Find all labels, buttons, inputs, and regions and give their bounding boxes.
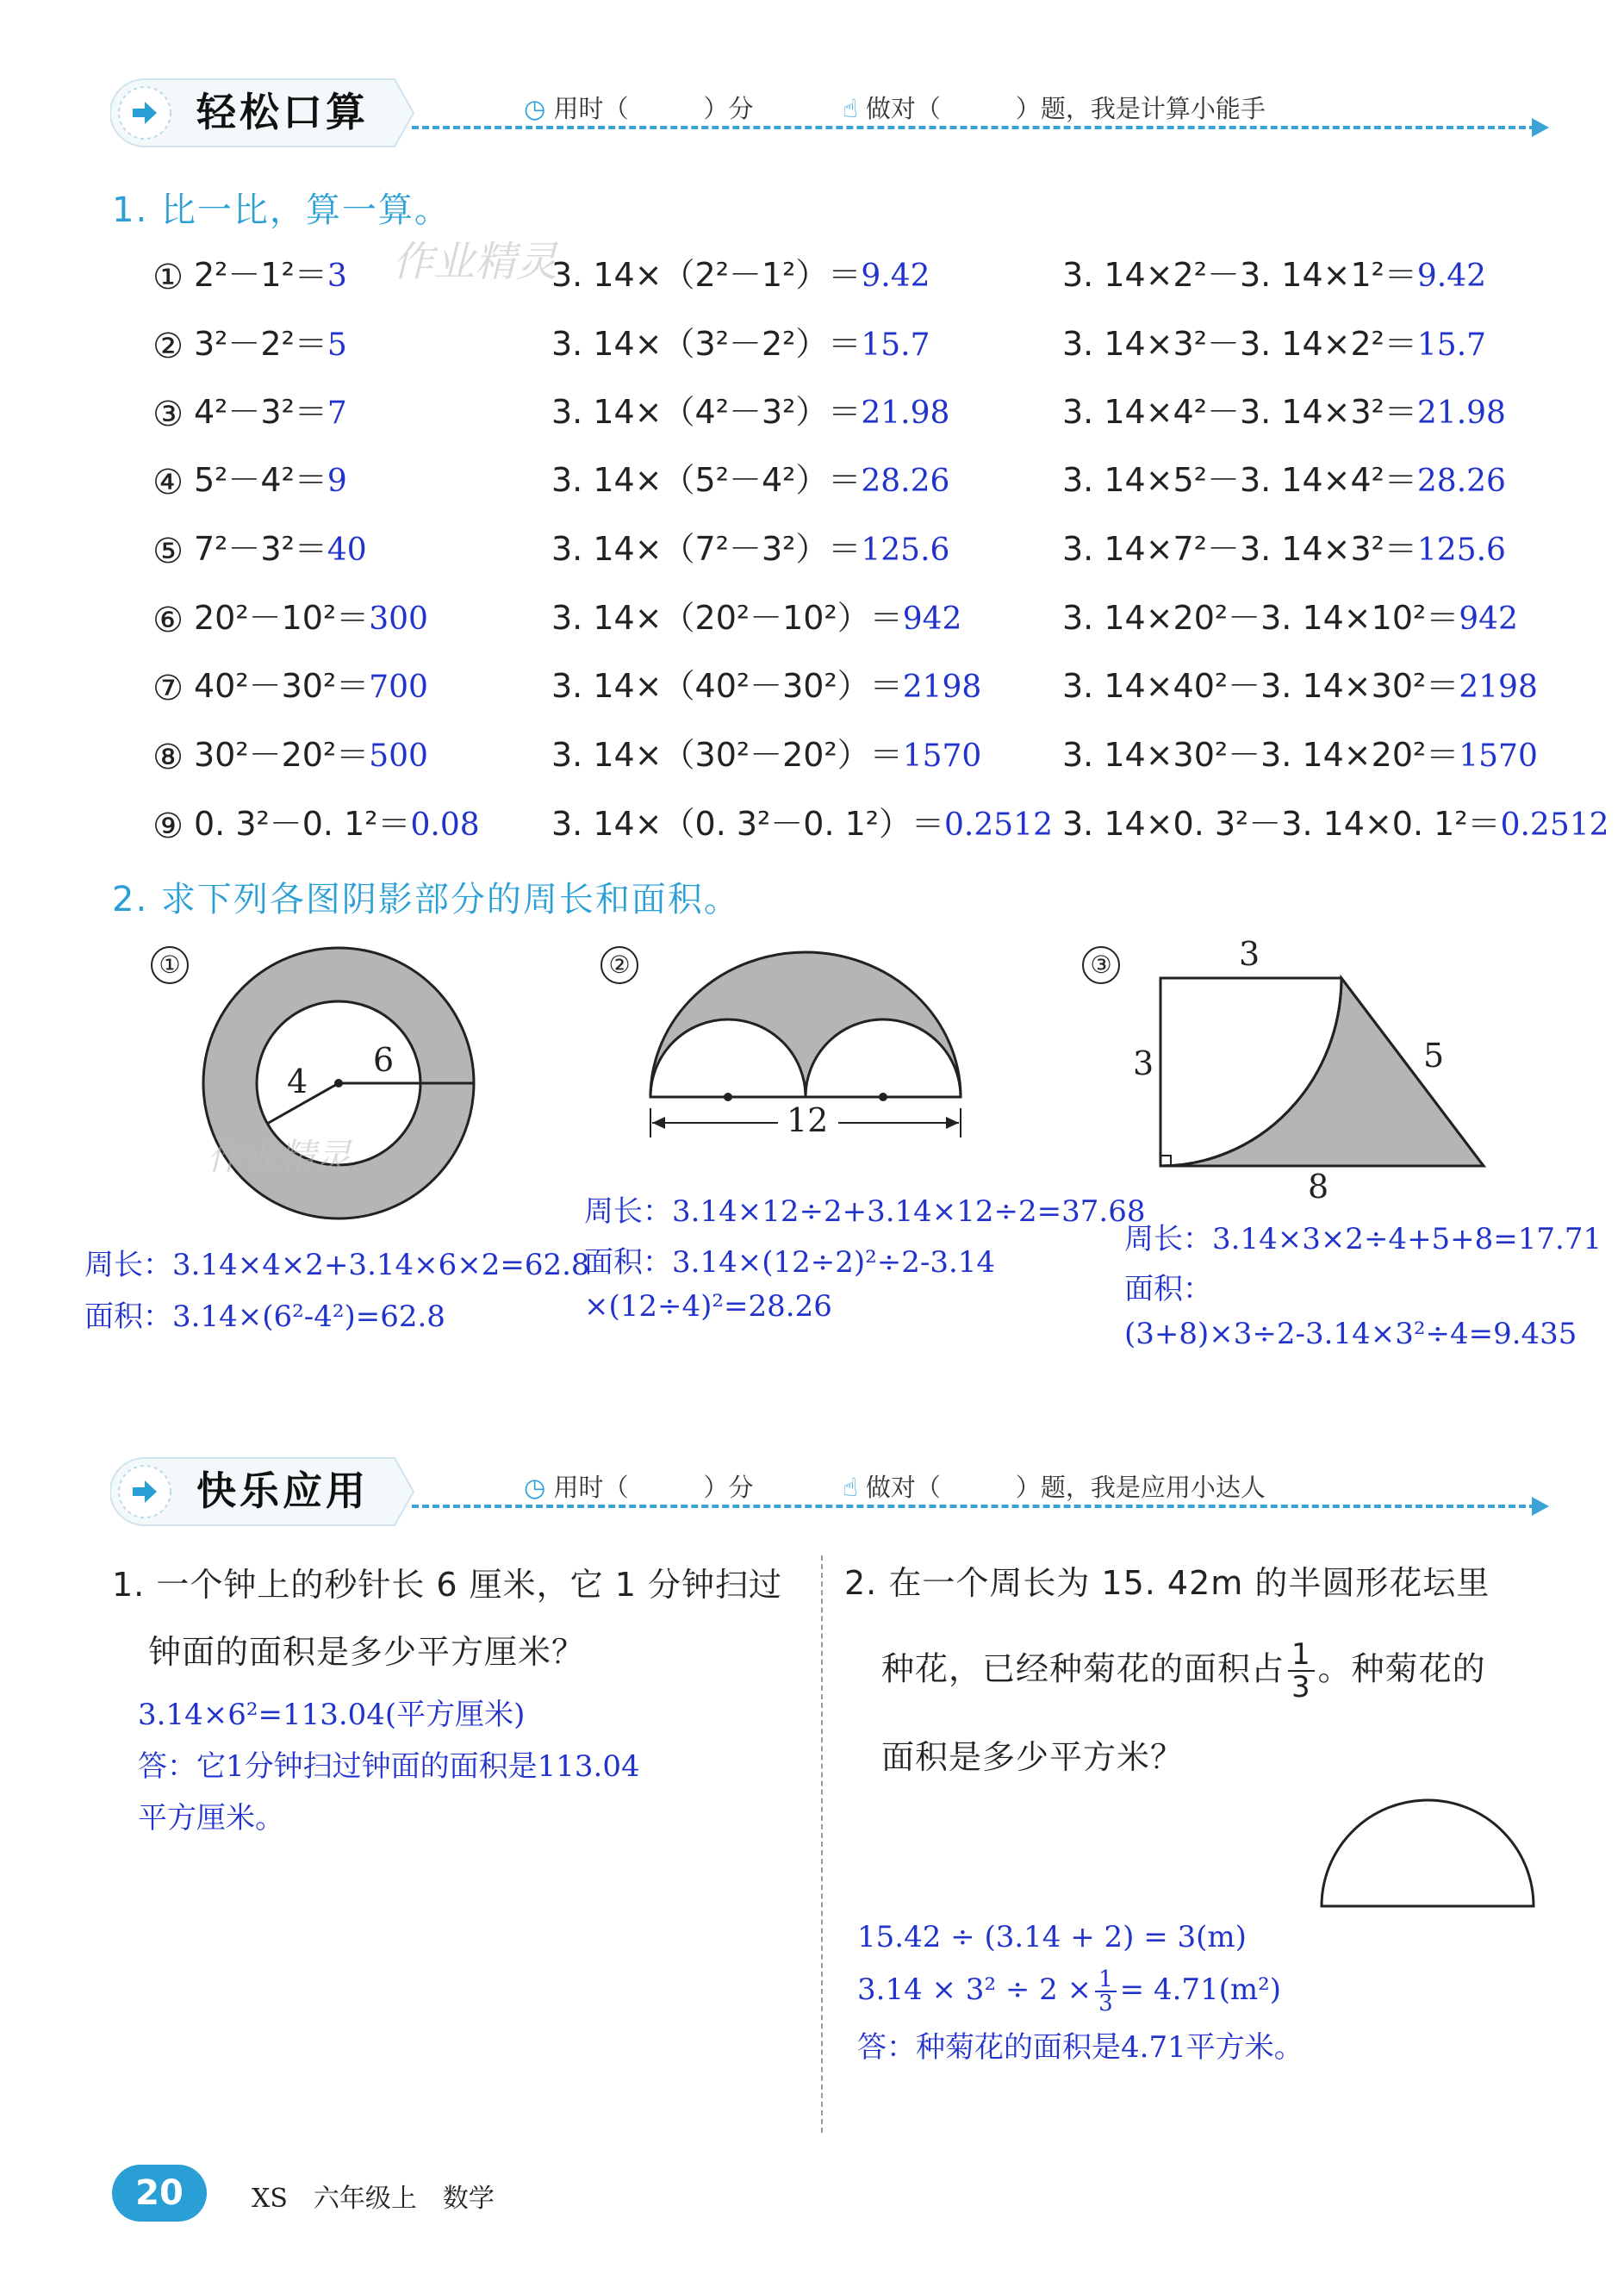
q1-row-col-b [551, 728, 981, 776]
expression: 7²－3²＝ [194, 530, 327, 568]
section-title: 轻松口算 [196, 89, 369, 135]
fig1-number: ① [151, 946, 189, 984]
divider-arrow-icon-2 [1532, 1497, 1549, 1516]
expression: 3. 14×4²－3. 14×3²＝ [1062, 393, 1417, 431]
q1-row-col-a [151, 591, 428, 639]
expression: 3. 14×40²－3. 14×30²＝ [1062, 667, 1459, 705]
answer: 700 [369, 670, 428, 705]
app2-line3: 面积是多少平方米？ [881, 1738, 1185, 1776]
answer: 942 [1459, 601, 1518, 637]
answer: 125.6 [1416, 533, 1506, 568]
fig3-area-line1: 面积： [1124, 1272, 1212, 1306]
answer: 0.08 [410, 807, 480, 843]
fig3-left: 3 [1133, 1044, 1154, 1082]
expression: 3. 14×（2²－1²）＝ [551, 256, 862, 294]
row-number: ⑨ [152, 806, 184, 846]
q1-row-col-a [151, 248, 347, 296]
app1-work2: 答：它1分钟扫过钟面的面积是113.04 [138, 1749, 640, 1784]
divider-arrow-icon [1532, 118, 1549, 137]
answer: 125.6 [861, 533, 950, 568]
answer: 9 [327, 464, 347, 499]
fig3-top: 3 [1239, 935, 1260, 973]
expression: 3²－2²＝ [194, 325, 327, 363]
answer: 15.7 [1416, 327, 1487, 363]
fig1-outer-radius: 6 [373, 1041, 395, 1079]
fig2-number: ② [600, 946, 638, 984]
expression: 3. 14×3²－3. 14×2²＝ [1062, 325, 1417, 363]
work-frac-numerator: 1 [1095, 1968, 1117, 1992]
row-number: ② [152, 326, 184, 366]
row-number: ⑤ [152, 531, 184, 571]
fig1-inner-radius: 4 [287, 1063, 308, 1100]
expression: 3. 14×30²－3. 14×20²＝ [1062, 736, 1459, 774]
watermark: 作业精灵 [392, 238, 558, 286]
q1-row-col-a [151, 797, 480, 844]
answer: 21.98 [1416, 396, 1506, 431]
fraction-one-third [1288, 1639, 1315, 1703]
expression: 3. 14×0. 3²－3. 14×0. 1²＝ [1062, 805, 1501, 843]
app1-work3: 平方厘米。 [138, 1801, 284, 1835]
fig1-area: 面积：3.14×(6²-4²)=62.8 [84, 1299, 445, 1334]
q1-row-col-c [1062, 659, 1538, 707]
expression: 3. 14×（4²－3²）＝ [551, 393, 862, 431]
fig2-area-line1: 面积：3.14×(12÷2)²÷2-3.14 [584, 1245, 996, 1280]
expression: 40²－30²＝ [194, 667, 370, 705]
app2-work2-left: 3.14 × 3² ÷ 2 × [857, 1973, 1092, 2007]
clock-icon: ◷ [524, 94, 546, 123]
time-label-2: 用时（ ）分 [553, 1473, 754, 1502]
q1-row-col-b [551, 317, 930, 365]
frac-denominator: 3 [1291, 1670, 1311, 1705]
time-field [524, 90, 754, 125]
q1-row-col-c [1062, 522, 1506, 570]
q1-row-col-b [551, 591, 961, 639]
fig3-bottom: 8 [1308, 1168, 1329, 1206]
section-header-oral [110, 76, 1540, 153]
app2-work2-right: = 4.71(m²) [1119, 1973, 1282, 2007]
expression: 30²－20²＝ [194, 736, 370, 774]
q2-title: 2. 求下列各图阴影部分的周长和面积。 [112, 880, 740, 919]
work-frac-denominator: 3 [1098, 1991, 1113, 2016]
fig3-area-line2: (3+8)×3÷2-3.14×3²÷4=9.435 [1124, 1317, 1577, 1351]
section-divider [412, 126, 1536, 129]
q1-row-col-a [151, 522, 367, 570]
row-number: ④ [152, 462, 184, 502]
expression: 3. 14×（7²－3²）＝ [551, 530, 862, 568]
app1-line2: 钟面的面积是多少平方厘米？ [148, 1633, 586, 1671]
thumbs-up-icon: ☝ [843, 94, 858, 123]
q1-row-col-c [1062, 453, 1506, 501]
q1-row-col-c [1062, 728, 1538, 776]
expression: 3. 14×（20²－10²）＝ [551, 599, 903, 637]
q1-row-col-b [551, 659, 981, 707]
expression: 3. 14×（0. 3²－0. 1²）＝ [551, 805, 945, 843]
q1-title: 1. 比一比，算一算。 [112, 190, 451, 230]
footer-label: XS 六年级上 数学 [252, 2184, 495, 2214]
q1-row-col-b [551, 522, 949, 570]
q1-row-col-a [151, 385, 347, 433]
app2-work1: 15.42 ÷ (3.14 + 2) = 3(m) [857, 1920, 1247, 1954]
time-field-2 [524, 1468, 754, 1504]
answer: 21.98 [861, 396, 950, 431]
answer: 1570 [1459, 739, 1538, 774]
fig2-perimeter: 周长：3.14×12÷2+3.14×12÷2=37.68 [584, 1194, 1146, 1229]
correct-label: 做对（ ）题，我是计算小能手 [865, 94, 1266, 123]
q1-row-col-b [551, 797, 1053, 844]
column-divider [821, 1555, 823, 2133]
answer: 2198 [902, 670, 982, 705]
time-label: 用时（ ）分 [553, 94, 754, 123]
answer: 0.2512 [1500, 807, 1609, 843]
q1-row-col-b [551, 453, 949, 501]
expression: 0. 3²－0. 1²＝ [194, 805, 411, 843]
answer: 300 [369, 601, 428, 637]
row-number: ⑥ [152, 600, 184, 640]
expression: 3. 14×（40²－30²）＝ [551, 667, 903, 705]
answer: 40 [327, 533, 367, 568]
app2-line1: 2. 在一个周长为 15. 42m 的半圆形花坛里 [844, 1564, 1490, 1602]
answer: 9.42 [861, 259, 930, 294]
row-number: ① [152, 257, 184, 297]
app2-line2-text: 种花，已经种菊花的面积占 [881, 1649, 1285, 1688]
row-number: ⑧ [152, 737, 184, 777]
fig3-perimeter: 周长：3.14×3×2÷4+5+8=17.71 [1124, 1222, 1602, 1256]
fig3-number: ③ [1082, 946, 1120, 984]
row-number: ⑦ [152, 668, 184, 708]
expression: 2²－1²＝ [194, 256, 327, 294]
work-fraction [1095, 1968, 1117, 2015]
thumbs-up-icon: ☝ [843, 1473, 858, 1502]
section-title-2: 快乐应用 [196, 1468, 369, 1514]
q1-row-col-b [551, 385, 949, 433]
expression: 5²－4²＝ [194, 461, 327, 499]
fig1-perimeter: 周长：3.14×4×2+3.14×6×2=62.8 [84, 1248, 590, 1282]
app2-line2-tail: 。种菊花的 [1317, 1649, 1486, 1688]
answer: 7 [327, 396, 347, 431]
expression: 4²－3²＝ [194, 393, 327, 431]
app2-work2 [857, 1968, 1281, 2015]
answer: 15.7 [861, 327, 930, 363]
expression: 3. 14×20²－3. 14×10²＝ [1062, 599, 1459, 637]
answer: 5 [327, 327, 347, 363]
app2-line2 [881, 1639, 1486, 1703]
answer: 28.26 [861, 464, 950, 499]
expression: 3. 14×（5²－4²）＝ [551, 461, 862, 499]
q1-row-col-a [151, 659, 428, 707]
answer: 500 [369, 739, 428, 774]
q1-row-col-c [1062, 591, 1518, 639]
expression: 3. 14×7²－3. 14×3²＝ [1062, 530, 1417, 568]
app1-work1: 3.14×6²=113.04(平方厘米) [138, 1698, 526, 1732]
app1-line1: 1. 一个钟上的秒针长 6 厘米，它 1 分钟扫过 [112, 1566, 783, 1604]
fig2-area-line2: ×(12÷4)²=28.26 [584, 1289, 832, 1324]
expression: 20²－10²＝ [194, 599, 370, 637]
app2-answer: 答：种菊花的面积是4.71平方米。 [857, 2030, 1304, 2065]
answer: 9.42 [1416, 259, 1487, 294]
q1-row-col-c [1062, 385, 1506, 433]
q1-row-col-a [151, 728, 428, 776]
watermark-2: 作业精灵 [207, 1136, 352, 1178]
section-header-application [110, 1455, 1540, 1532]
fig3-slant: 5 [1423, 1037, 1445, 1075]
q1-row-col-a [151, 453, 347, 501]
q1-row-col-c [1062, 317, 1486, 365]
page-number: 20 [112, 2165, 207, 2222]
correct-field-2 [843, 1468, 1266, 1504]
section-divider-2 [412, 1505, 1536, 1508]
q1-row-col-a [151, 317, 347, 365]
q1-row-col-c [1062, 797, 1609, 844]
q1-row-col-c [1062, 248, 1486, 296]
clock-icon: ◷ [524, 1473, 546, 1502]
figure-ring [196, 941, 481, 1225]
correct-label-2: 做对（ ）题，我是应用小达人 [865, 1473, 1266, 1502]
expression: 3. 14×（3²－2²）＝ [551, 325, 862, 363]
answer: 0.2512 [944, 807, 1053, 843]
answer: 2198 [1459, 670, 1538, 705]
expression: 3. 14×（30²－20²）＝ [551, 736, 903, 774]
answer: 1570 [902, 739, 982, 774]
correct-field [843, 90, 1266, 125]
answer: 28.26 [1416, 464, 1506, 499]
frac-numerator: 1 [1288, 1639, 1315, 1672]
answer: 3 [327, 259, 347, 294]
answer: 942 [902, 601, 962, 637]
expression: 3. 14×5²－3. 14×4²＝ [1062, 461, 1417, 499]
expression: 3. 14×2²－3. 14×1²＝ [1062, 256, 1417, 294]
fig2-width: 12 [787, 1101, 829, 1139]
semicircle-figure [1318, 1794, 1537, 1910]
row-number: ③ [152, 394, 184, 434]
q1-row-col-b [551, 248, 930, 296]
